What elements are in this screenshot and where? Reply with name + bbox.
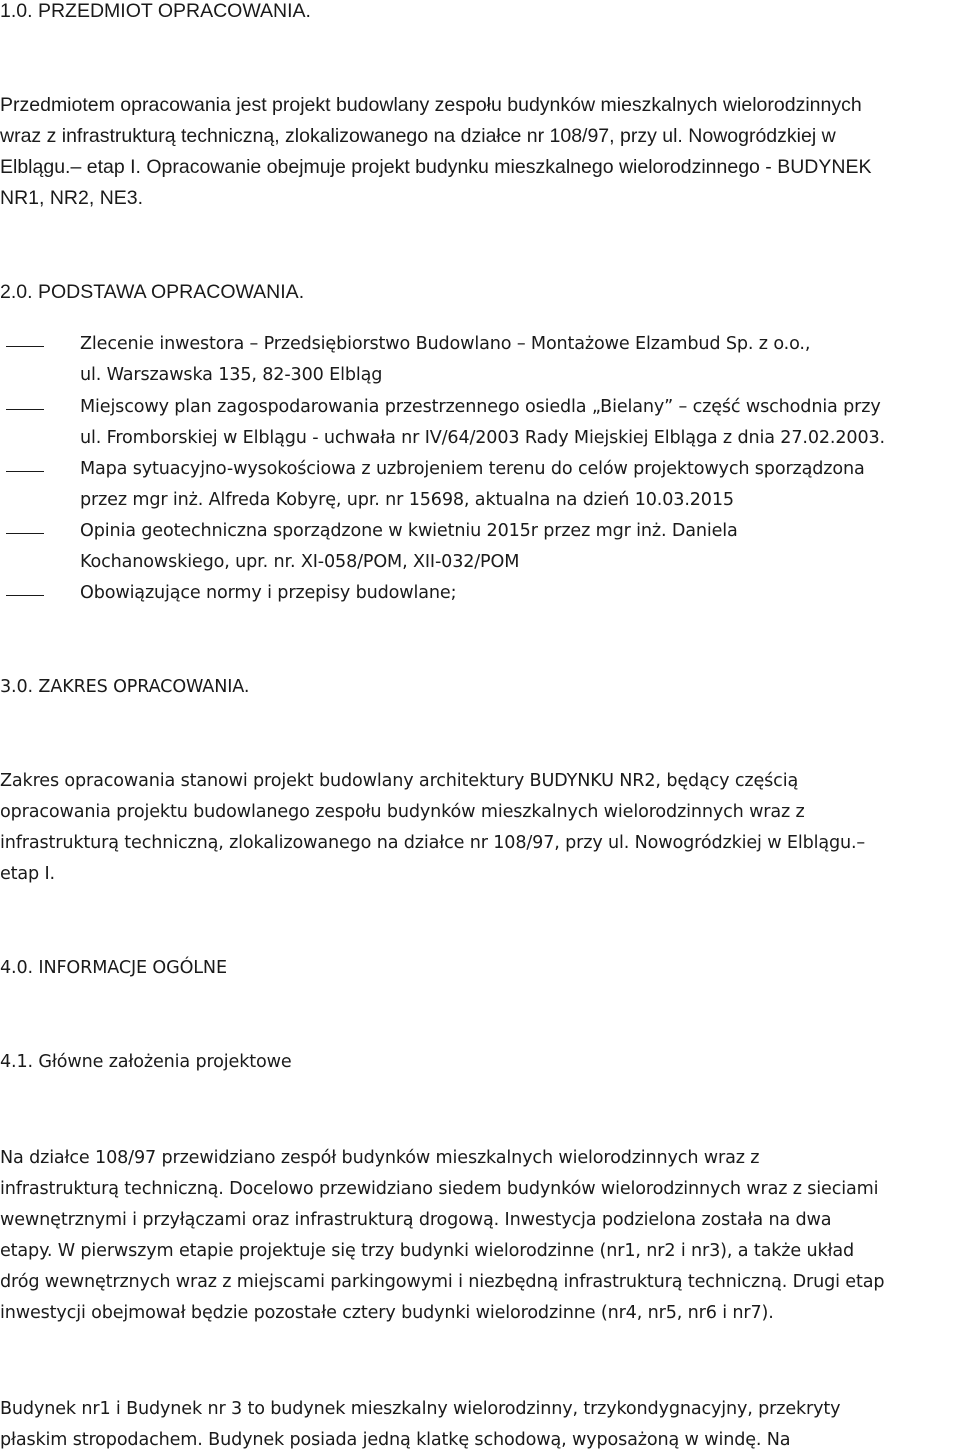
paragraph-line: Budynek nr1 i Budynek nr 3 to budynek mieszkalny wielorodzinny, trzykondygnacyjny, przekryty	[0, 1399, 841, 1419]
list-item-text: Obowiązujące normy i przepisy budowlane;	[80, 583, 457, 603]
dash-bullet-icon	[6, 346, 44, 347]
paragraph-line: dróg wewnętrznych wraz z miejscami parkingowymi i niezbędną infrastrukturą techniczną. Drugi etap	[0, 1272, 885, 1292]
list-item-text: przez mgr inż. Alfreda Kobyrę, upr. nr 15698, aktualna na dzień 10.03.2015	[80, 490, 734, 510]
section-3-heading: 3.0. ZAKRES OPRACOWANIA.	[0, 677, 250, 697]
section-2-heading: 2.0. PODSTAWA OPRACOWANIA.	[0, 281, 305, 303]
paragraph-line: etapy. W pierwszym etapie projektuje się trzy budynki wielorodzinne (nr1, nr2 i nr3), a także układ	[0, 1241, 854, 1261]
section-4-heading: 4.0. INFORMACJE OGÓLNE	[0, 958, 227, 978]
list-item-text: Miejscowy plan zagospodarowania przestrzennego osiedla „Bielany” – część wschodnia przy	[80, 397, 881, 417]
section-1-line: NR1, NR2, NE3.	[0, 187, 144, 209]
dash-bullet-icon	[6, 595, 44, 596]
section-1-line: Elblągu.– etap I. Opracowanie obejmuje projekt budynku mieszkalnego wielorodzinnego - BUDYNEK	[0, 156, 872, 178]
section-3-line: etap I.	[0, 864, 55, 884]
section-3-line: Zakres opracowania stanowi projekt budowlany architektury BUDYNKU NR2, będący częścią	[0, 771, 799, 791]
list-item-text: Kochanowskiego, upr. nr. XI-058/POM, XII-032/POM	[80, 552, 520, 572]
section-1-heading: 1.0. PRZEDMIOT OPRACOWANIA.	[0, 0, 311, 22]
section-1-line: wraz z infrastrukturą techniczną, zlokalizowanego na działce nr 108/97, przy ul. Nowogródzkiej w	[0, 125, 836, 147]
paragraph-line: infrastrukturą techniczną. Docelowo przewidziano siedem budynków wielorodzinnych wraz z sieciami	[0, 1179, 879, 1199]
paragraph-line: płaskim stropodachem. Budynek posiada jedną klatkę schodową, wyposażoną w windę. Na	[0, 1430, 791, 1450]
paragraph-line: inwestycji obejmował będzie pozostałe cztery budynki wielorodzinne (nr4, nr5, nr6 i nr7).	[0, 1303, 774, 1323]
paragraph-line: wewnętrznymi i przyłączami oraz infrastrukturą drogową. Inwestycja podzielona została na dwa	[0, 1210, 832, 1230]
section-4-subheading: 4.1. Główne założenia projektowe	[0, 1052, 292, 1072]
section-3-line: opracowania projektu budowlanego zespołu budynków mieszkalnych wielorodzinnych wraz z	[0, 802, 805, 822]
list-item-text: ul. Fromborskiej w Elblągu - uchwała nr IV/64/2003 Rady Miejskiej Elbląga z dnia 27.02.2003.	[80, 428, 885, 448]
dash-bullet-icon	[6, 471, 44, 472]
dash-bullet-icon	[6, 409, 44, 410]
section-3-line: infrastrukturą techniczną, zlokalizowanego na działce nr 108/97, przy ul. Nowogródzkiej w Elblągu.–	[0, 833, 866, 853]
list-item-text: Opinia geotechniczna sporządzone w kwietniu 2015r przez mgr inż. Daniela	[80, 521, 738, 541]
section-1-line: Przedmiotem opracowania jest projekt budowlany zespołu budynków mieszkalnych wielorodzinnych	[0, 94, 862, 116]
list-item-text: ul. Warszawska 135, 82-300 Elbląg	[80, 365, 383, 385]
dash-bullet-icon	[6, 533, 44, 534]
paragraph-line: Na działce 108/97 przewidziano zespół budynków mieszkalnych wielorodzinnych wraz z	[0, 1148, 760, 1168]
list-item-text: Zlecenie inwestora – Przedsiębiorstwo Budowlano – Montażowe Elzambud Sp. z o.o.,	[80, 334, 811, 354]
list-item-text: Mapa sytuacyjno-wysokościowa z uzbrojeniem terenu do celów projektowych sporządzona	[80, 459, 865, 479]
